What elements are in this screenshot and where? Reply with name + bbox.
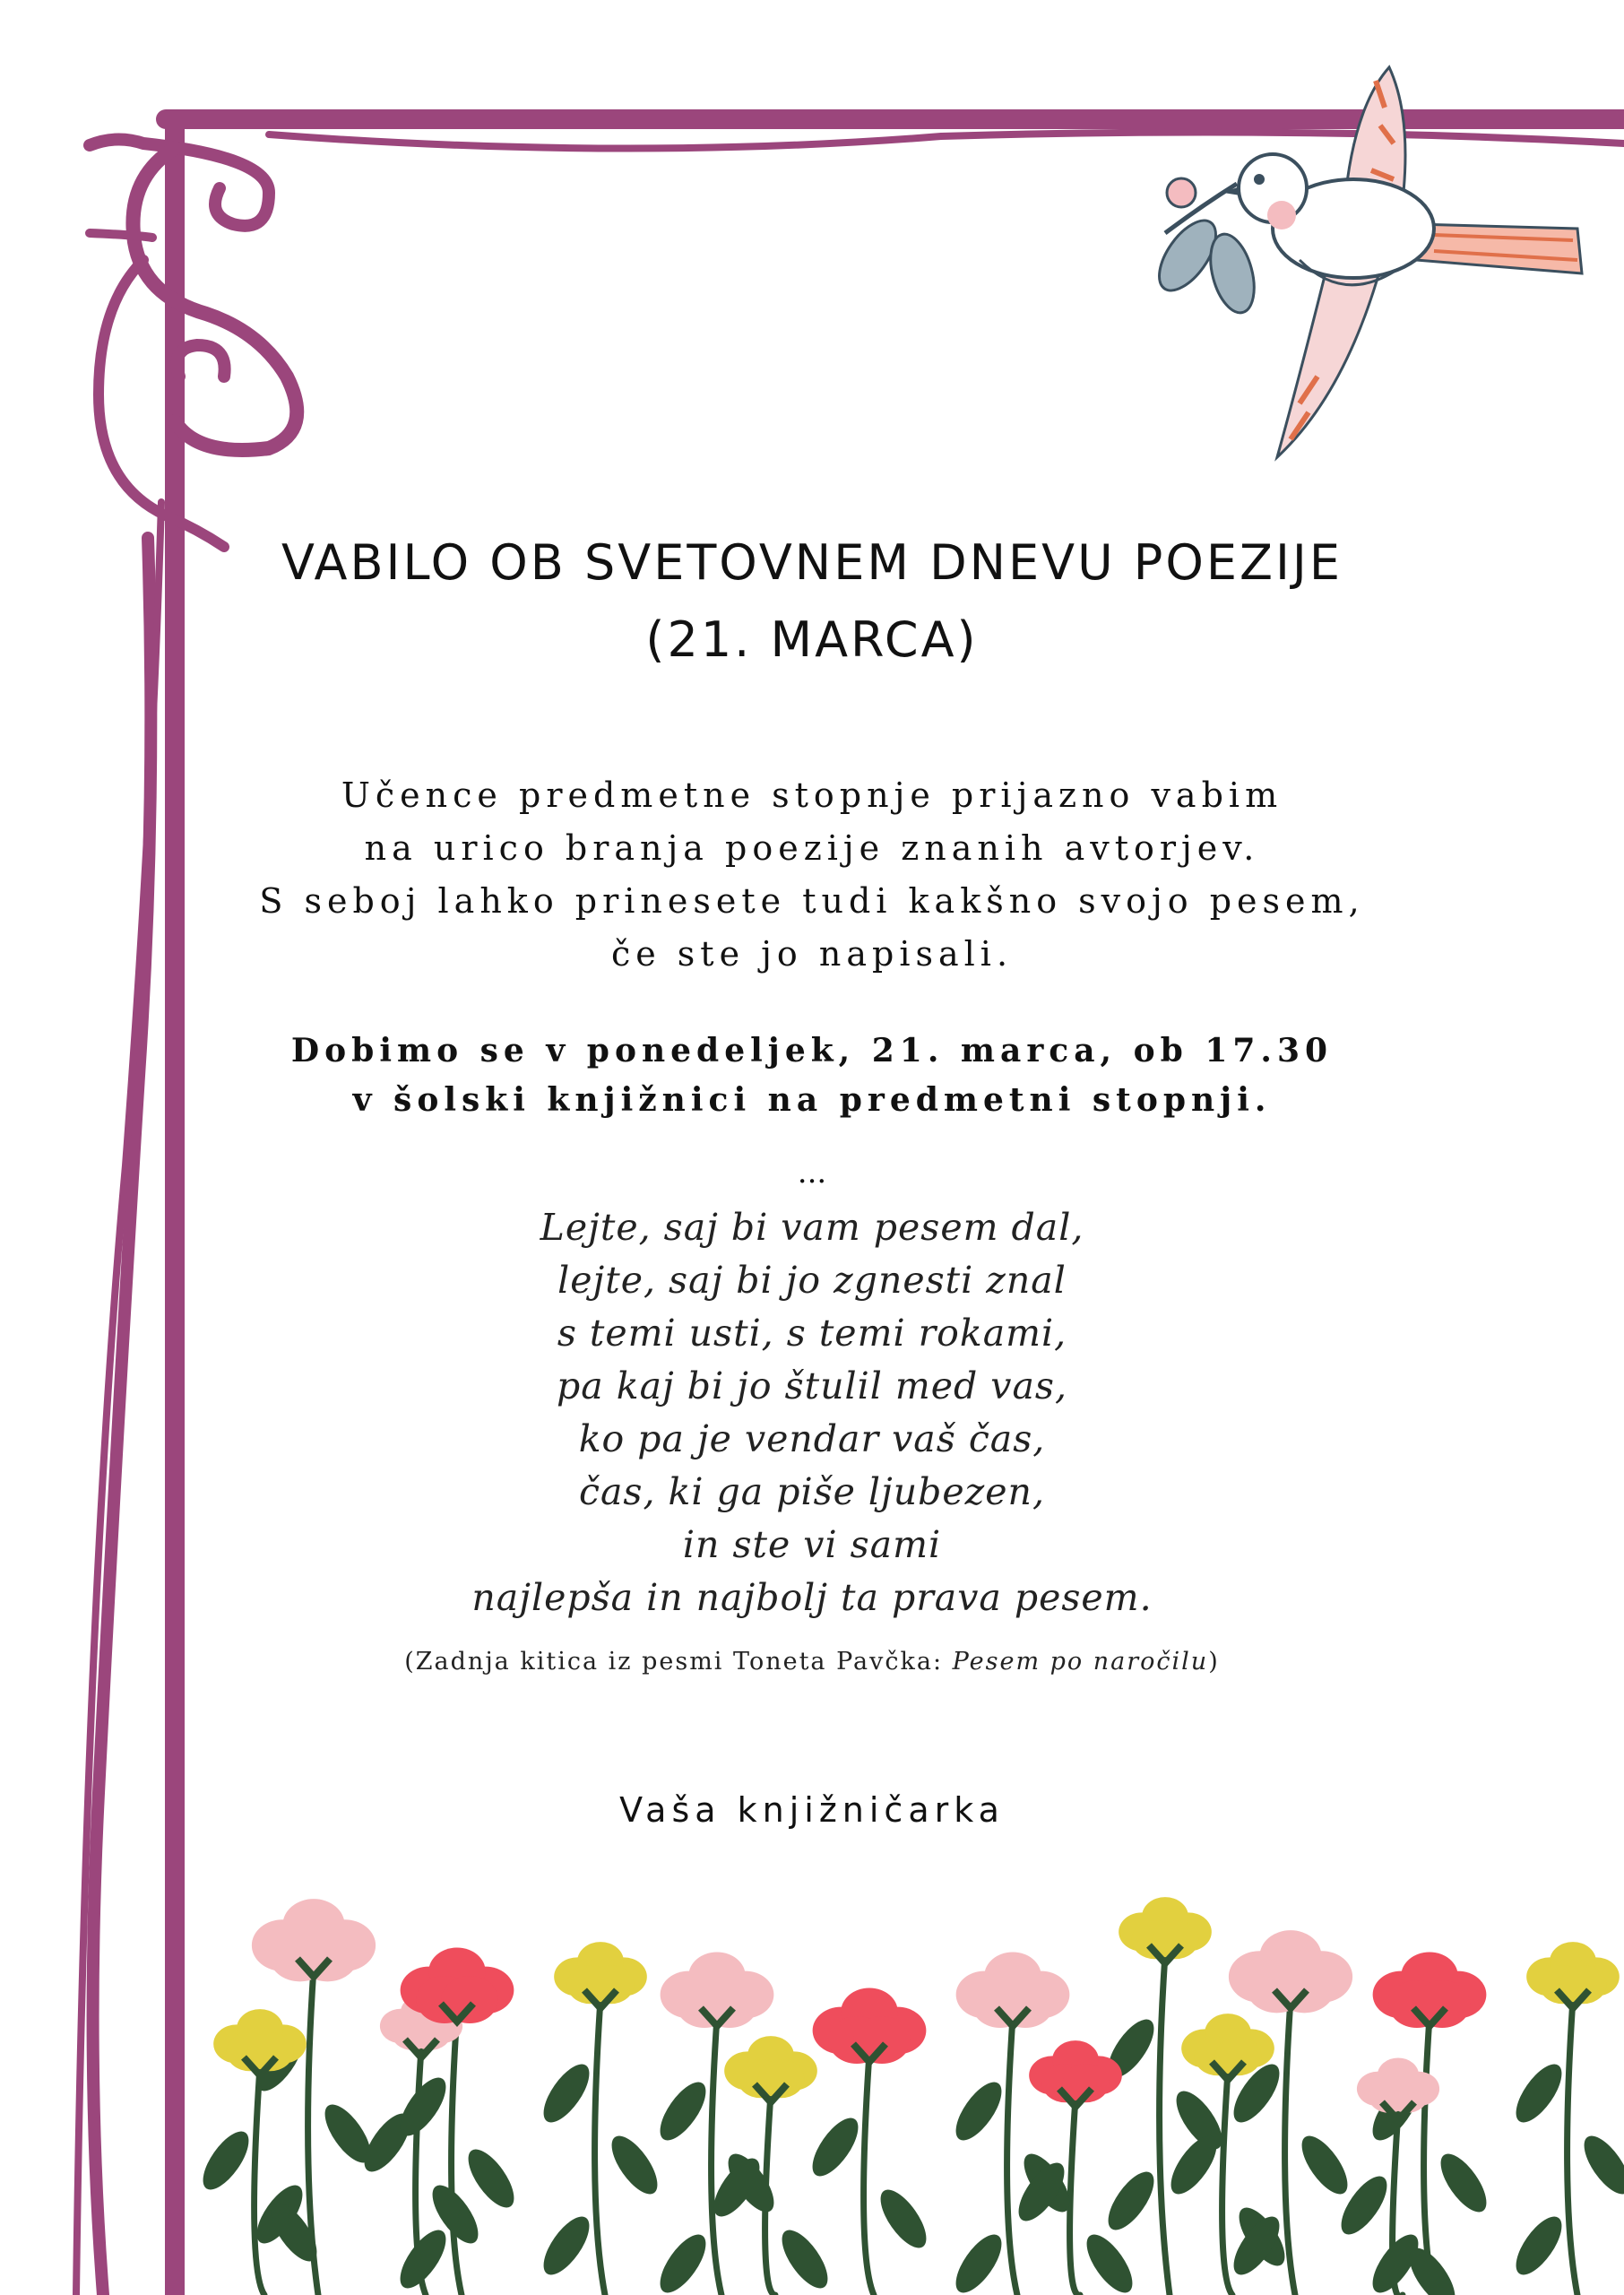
signature: Vaša knjižničarka bbox=[619, 1790, 1005, 1830]
poem-line: in ste vi sami bbox=[682, 1523, 942, 1566]
source-suffix: ) bbox=[1208, 1648, 1220, 1676]
poem-line: s temi usti, s temi rokami, bbox=[557, 1312, 1067, 1355]
meeting-line: Dobimo se v ponedeljek, 21. marca, ob 17.30 bbox=[290, 1032, 1334, 1070]
poem-line: najlepša in najbolj ta prava pesem. bbox=[471, 1576, 1153, 1619]
intro-line: na urico branja poezije znanih avtorjev. bbox=[364, 828, 1260, 868]
poem-ellipsis: ... bbox=[797, 1155, 827, 1191]
poem-line: ko pa je vendar vaš čas, bbox=[578, 1417, 1046, 1460]
meeting-line: v šolski knjižnici na predmetni stopnji. bbox=[352, 1081, 1272, 1119]
poem-line: čas, ki ga piše ljubezen, bbox=[579, 1470, 1045, 1513]
intro-line: če ste jo napisali. bbox=[610, 934, 1014, 974]
title-line-1: VABILO OB SVETOVNEM DNEVU POEZIJE bbox=[281, 534, 1343, 591]
poem-stanza bbox=[0, 1201, 1624, 1624]
meeting-paragraph bbox=[0, 1026, 1624, 1125]
page-title bbox=[0, 524, 1624, 679]
intro-paragraph bbox=[0, 769, 1624, 981]
poem-source bbox=[0, 1646, 1624, 1678]
poem-line: Lejte, saj bi vam pesem dal, bbox=[540, 1206, 1084, 1249]
title-line-2: (21. MARCA) bbox=[645, 611, 979, 668]
poem-line: pa kaj bi jo štulil med vas, bbox=[557, 1364, 1067, 1407]
intro-line: S seboj lahko prinesete tudi kakšno svojo pesem, bbox=[259, 881, 1365, 921]
source-prefix: (Zadnja kitica iz pesmi Toneta Pavčka: bbox=[404, 1648, 953, 1676]
poem-line: lejte, saj bi jo zgnesti znal bbox=[557, 1259, 1067, 1302]
intro-line: Učence predmetne stopnje prijazno vabim bbox=[341, 775, 1283, 815]
source-work-title: Pesem po naročilu bbox=[952, 1648, 1209, 1676]
